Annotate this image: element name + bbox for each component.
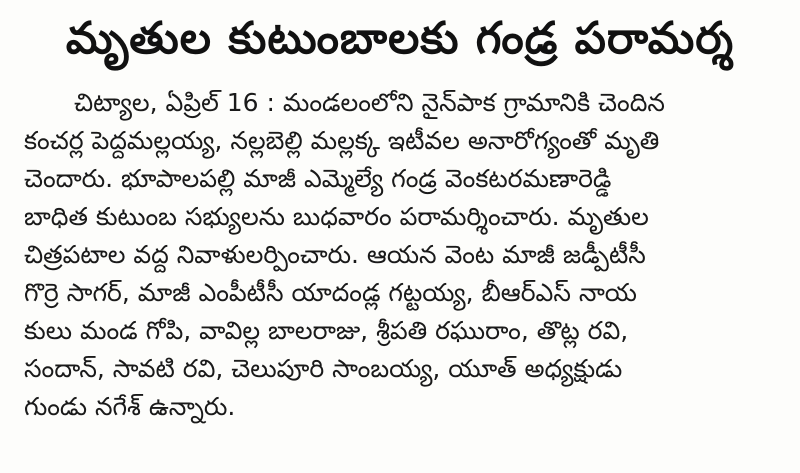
article-line: చిట్యాల, ఏప్రిల్ 16 : మండలంలోని నైన్‌పాక గ్రామానికి చెందిన <box>74 88 665 117</box>
article-line: కంచర్ల పెద్దమల్లయ్య, నల్లబెల్లి మల్లక్క ఇటీవల అనారోగ్యంతో మృతి <box>24 126 660 155</box>
article-line: కులు మండ గోపి, వావిల్ల బాలరాజు, శ్రీపతి రఘురాం, తొట్ల రవి, <box>24 316 629 345</box>
article-line: గొర్రె సాగర్, మాజీ ఎంపీటీసీ యాదండ్ల గట్టయ్య, బీఆర్ఎస్ నాయ <box>24 278 637 307</box>
article-body <box>24 84 784 426</box>
article-line: బాధిత కుటుంబ సభ్యులను బుధవారం పరామర్శించారు. మృతుల <box>24 202 649 231</box>
article-line: సందాన్, సావటి రవి, చెలుపూరి సాంబయ్య, యూత్ అధ్యక్షుడు <box>24 354 623 383</box>
article-line: చెందారు. భూపాలపల్లి మాజీ ఎమ్మెల్యే గండ్ర వెంకటరమణారెడ్డి <box>24 164 612 193</box>
article-line: గుండు నగేశ్ ఉన్నారు. <box>24 392 236 421</box>
article-headline: మృతుల కుటుంబాలకు గండ్ర పరామర్శ <box>65 13 735 64</box>
article-line: చిత్రపటాల వద్ద నివాళులర్పించారు. ఆయన వెంట మాజీ జడ్పీటీసీ <box>24 240 646 269</box>
